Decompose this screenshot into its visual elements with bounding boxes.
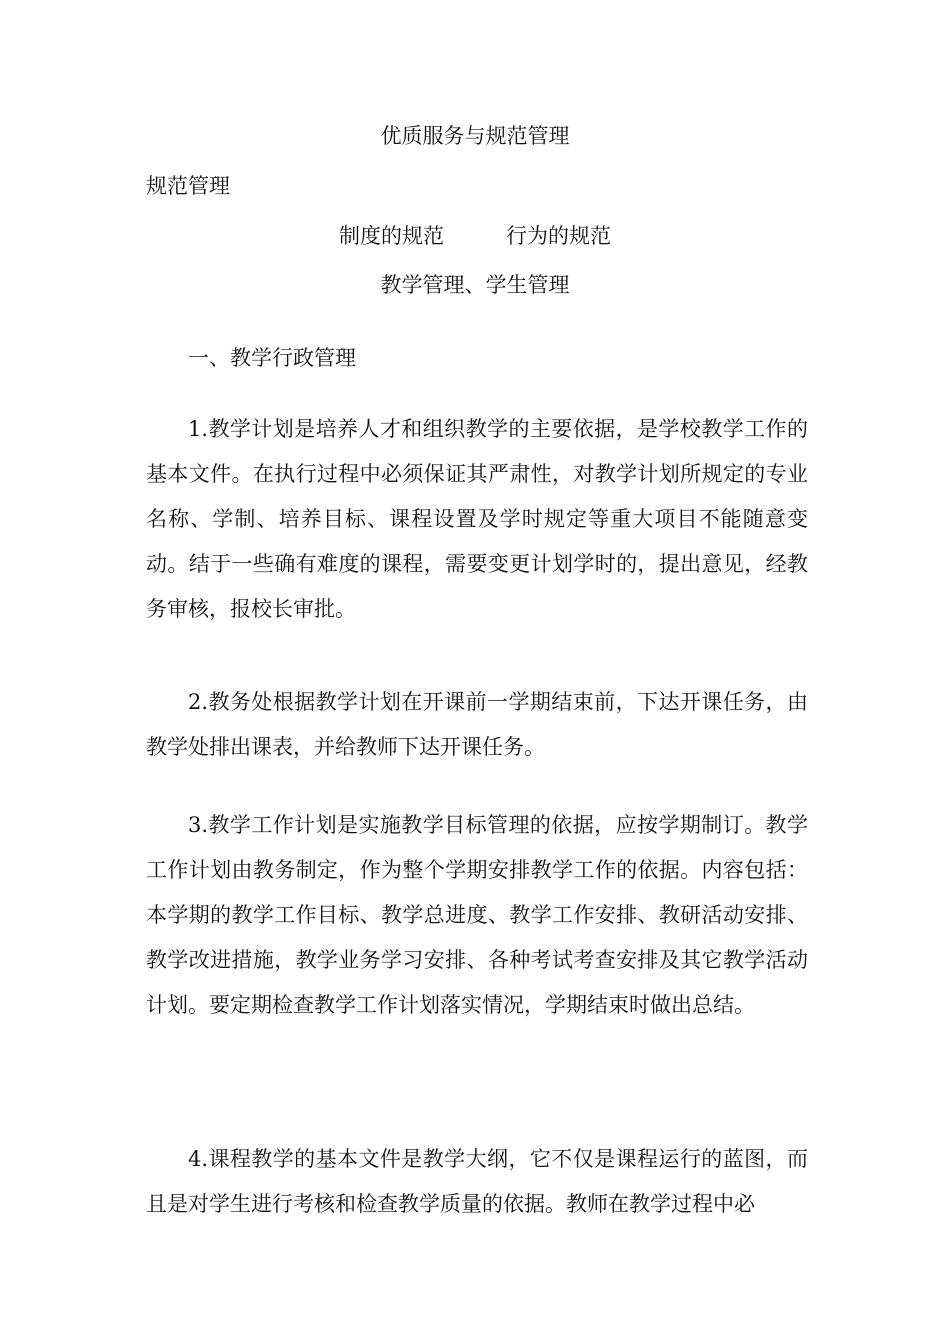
document-title: 优质服务与规范管理 <box>380 124 570 148</box>
heading-1: 一、教学行政管理 <box>188 346 356 370</box>
paragraph-3: 3.教学工作计划是实施教学目标管理的依据，应按学期制订。教学工作计划由教务制定，作为整个学期安排教学工作的依据。内容包括：本学期的教学工作目标、教学总进度、教学工作安排、教研活动安排、教学改进措施，教学业务学习安排、各种考试考查安排及其它教学活动计划。要定期检查教学工作计划落实情况，学期结束时做出总结。 <box>146 813 808 1017</box>
subtitle-left: 制度的规范 <box>339 224 444 248</box>
paragraph-4: 4.课程教学的基本文件是教学大纲，它不仅是课程运行的蓝图，而且是对学生进行考核和检查教学质量的依据。教师在教学过程中必 <box>146 1147 808 1216</box>
paragraph-1: 1.教学计划是培养人才和组织教学的主要依据，是学校教学工作的基本文件。在执行过程中必须保证其严肃性，对教学计划所规定的专业名称、学制、培养目标、课程设置及学时规定等重大项目不能随意变动。结于一些确有难度的课程，需要变更计划学时的，提出意见，经教务审核，报校长审批。 <box>146 417 808 621</box>
subtitle-row <box>0 224 950 248</box>
section-label: 规范管理 <box>146 174 230 198</box>
paragraph-2: 2.教务处根据教学计划在开课前一学期结束前，下达开课任务，由教学处排出课表，并给教师下达开课任务。 <box>146 690 808 759</box>
subtitle-line: 教学管理、学生管理 <box>380 273 570 297</box>
subtitle-right: 行为的规范 <box>506 224 611 248</box>
